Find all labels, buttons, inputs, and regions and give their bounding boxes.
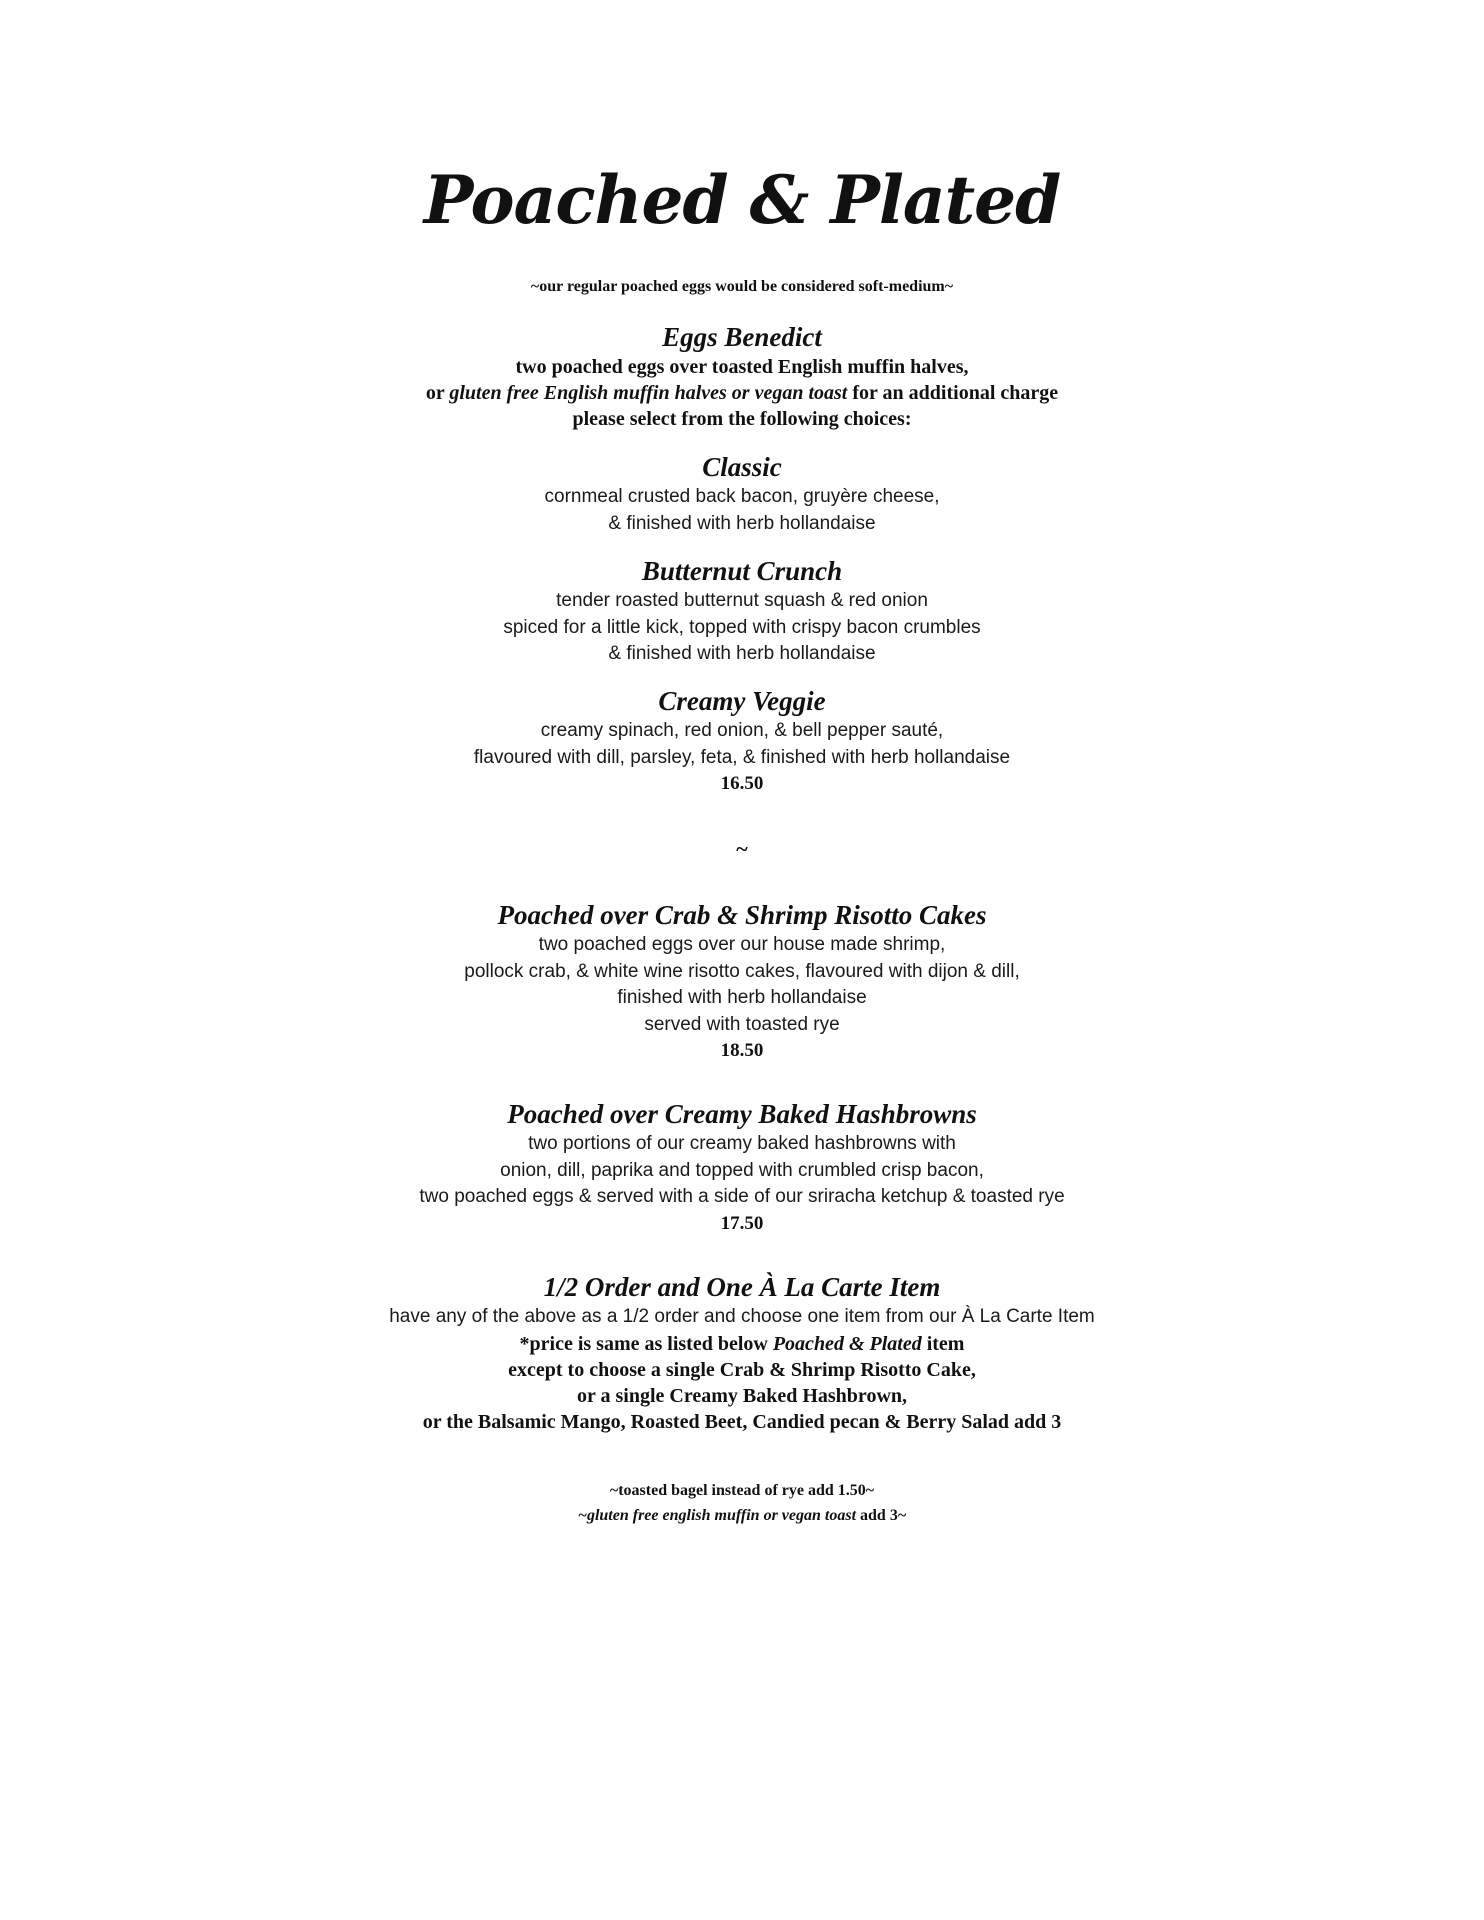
eggs-benedict-heading: Eggs Benedict xyxy=(662,322,822,352)
crab-shrimp-desc-line: served with toasted rye xyxy=(644,1013,840,1035)
creamy-veggie-heading: Creamy Veggie xyxy=(658,686,826,716)
hashbrowns-heading: Poached over Creamy Baked Hashbrowns xyxy=(507,1099,977,1129)
half-order-section xyxy=(0,1270,1484,1435)
crab-shrimp-section xyxy=(0,898,1484,1064)
creamy-veggie-desc-line: creamy spinach, red onion, & bell pepper sauté, xyxy=(540,720,944,741)
creamy-veggie-desc-line: flavoured with dill, parsley, feta, & finished with herb hollandaise xyxy=(473,746,1011,768)
footer-gluten-free-italic: ~gluten free english muffin or vegan toast xyxy=(577,1507,857,1524)
butternut-crunch-desc-line: spiced for a little kick, topped with crispy bacon crumbles xyxy=(503,616,981,638)
half-order-note-1-italic: Poached & Plated xyxy=(772,1332,922,1355)
eggs-benedict-section xyxy=(0,320,1484,432)
classic-heading: Classic xyxy=(702,452,782,482)
eggs-benedict-line-1: two poached eggs over toasted English muffin halves, xyxy=(515,356,969,378)
butternut-crunch-section xyxy=(0,554,1484,668)
footer-gluten-free-suffix: add 3~ xyxy=(856,1507,907,1524)
footer-notes xyxy=(0,1478,1484,1528)
eggs-benedict-line-2 xyxy=(0,380,1484,406)
footer-gluten-free-note xyxy=(0,1503,1484,1528)
classic-desc-line: cornmeal crusted back bacon, gruyère cheese, xyxy=(544,486,940,507)
half-order-note-2: except to choose a single Crab & Shrimp Risotto Cake, xyxy=(508,1358,976,1381)
butternut-crunch-heading: Butternut Crunch xyxy=(641,556,843,586)
eggs-benedict-price: 16.50 xyxy=(720,773,764,794)
hashbrowns-section xyxy=(0,1097,1484,1237)
half-order-note-4: or the Balsamic Mango, Roasted Beet, Candied pecan & Berry Salad add 3 xyxy=(422,1410,1062,1433)
section-separator: ~ xyxy=(736,836,748,861)
butternut-crunch-desc-line: tender roasted butternut squash & red onion xyxy=(556,590,928,611)
half-order-desc: have any of the above as a 1/2 order and choose one item from our À La Carte Item xyxy=(389,1306,1095,1327)
half-order-note-1-suffix: item xyxy=(921,1332,965,1355)
eggs-benedict-line-2-italic: gluten free English muffin halves or vegan toast xyxy=(449,382,848,404)
crab-shrimp-price: 18.50 xyxy=(720,1040,764,1061)
eggs-benedict-line-2-suffix: for an additional charge xyxy=(847,382,1059,404)
butternut-crunch-desc-line: & finished with herb hollandaise xyxy=(608,643,876,664)
classic-desc-line: & finished with herb hollandaise xyxy=(608,512,876,534)
hashbrowns-price: 17.50 xyxy=(720,1212,764,1234)
classic-section xyxy=(0,450,1484,537)
crab-shrimp-desc-line: finished with herb hollandaise xyxy=(617,987,867,1008)
hashbrowns-desc-line: two portions of our creamy baked hashbrowns with xyxy=(528,1133,956,1154)
half-order-note-1 xyxy=(0,1331,1484,1357)
hashbrowns-desc-line: two poached eggs & served with a side of our sriracha ketchup & toasted rye xyxy=(419,1186,1065,1207)
crab-shrimp-desc-line: pollock crab, & white wine risotto cakes, flavoured with dijon & dill, xyxy=(464,960,1020,982)
crab-shrimp-heading: Poached over Crab & Shrimp Risotto Cakes xyxy=(497,900,987,930)
half-order-note-3: or a single Creamy Baked Hashbrown, xyxy=(576,1384,908,1407)
half-order-heading: 1/2 Order and One À La Carte Item xyxy=(543,1272,941,1302)
crab-shrimp-desc-line: two poached eggs over our house made shrimp, xyxy=(538,934,946,955)
footer-bagel-note: ~toasted bagel instead of rye add 1.50~ xyxy=(609,1482,875,1499)
poached-eggs-note: ~our regular poached eggs would be considered soft-medium~ xyxy=(530,278,954,295)
creamy-veggie-section xyxy=(0,684,1484,797)
hashbrowns-desc-line: onion, dill, paprika and topped with crumbled crisp bacon, xyxy=(500,1159,984,1181)
eggs-benedict-line-2-prefix: or xyxy=(425,382,450,404)
half-order-note-1-prefix: *price is same as listed below xyxy=(519,1332,773,1355)
page-title: Poached & Plated xyxy=(423,161,1061,239)
eggs-benedict-line-3: please select from the following choices: xyxy=(572,408,912,430)
